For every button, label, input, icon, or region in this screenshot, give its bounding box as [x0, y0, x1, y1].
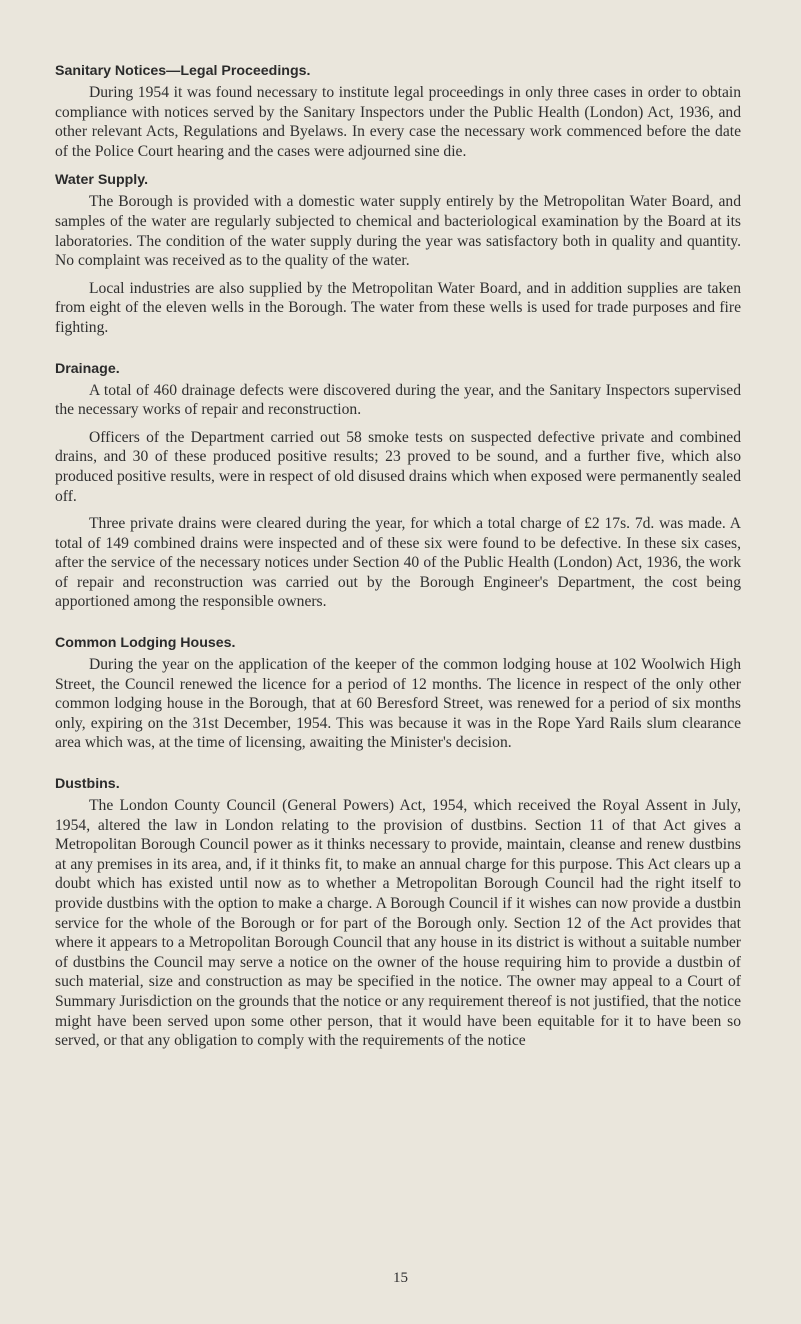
paragraph: Local industries are also supplied by the Metropolitan Water Board, and in addition supplies are taken from eight of the eleven wells in the Borough. The water from these wells is used for trade purposes and fire fighting.: [55, 279, 741, 336]
paragraph: A total of 460 drainage defects were discovered during the year, and the Sanitary Inspectors supervised the necessary works of repair and reconstruction.: [55, 381, 741, 419]
section-drainage: [55, 360, 741, 613]
section-heading: Sanitary Notices—Legal Proceedings.: [55, 63, 311, 79]
section-heading: Water Supply.: [55, 172, 149, 189]
paragraph: Officers of the Department carried out 58 smoke tests on suspected defective private and combined drains, and 30 of these produced positive results; 23 proved to be sound, and a further five, which also produced positive results, were in respect of old disused drains which when exposed were permanently sealed off.: [55, 428, 741, 505]
paragraph: During 1954 it was found necessary to institute legal proceedings in only three cases in order to obtain compliance with notices served by the Sanitary Inspectors under the Public Health (London) Act, 1936, and other relevant Acts, Regulations and Byelaws. In every case the necessary work commenced before the date of the Police Court hearing and the cases were adjourned sine die.: [55, 84, 741, 160]
section-heading: Common Lodging Houses.: [55, 635, 236, 652]
section-common-lodging-houses: [55, 634, 741, 753]
paragraph: Three private drains were cleared during the year, for which a total charge of £2 17s. 7d. was made. A total of 149 combined drains were inspected and of these six were found to be defective. In these six cases, after the service of the necessary notices under Section 40 of the Public Health (London) Act, 1936, the work of repair and reconstruction was carried out by the Borough Engineer's Department, the cost being apportioned among the responsible owners.: [55, 515, 741, 611]
paragraph: The Borough is provided with a domestic water supply entirely by the Metropolitan Water Board, and samples of the water are regularly subjected to chemical and bacteriological examination by the Board at its laboratories. The condition of the water supply during the year was satisfactory both in quality and quantity. No complaint was received as to the quality of the water.: [55, 193, 741, 270]
section-dustbins: [55, 775, 741, 1051]
paragraph: During the year on the application of the keeper of the common lodging house at 102 Woolwich High Street, the Council renewed the licence for a period of 12 months. The licence in respect of the only other common lodging house in the Borough, that at 60 Beresford Street, was renewed for a period of six months only, expiring on the 31st December, 1954. This was because it was in the Rope Yard Rails slum clearance area which was, at the time of licensing, awaiting the Minister's decision.: [55, 656, 741, 752]
section-heading: Dustbins.: [55, 776, 120, 793]
section-sanitary-notices: [55, 62, 741, 161]
section-water-supply: [55, 171, 741, 337]
paragraph: The London County Council (General Powers) Act, 1954, which received the Royal Assent in July, 1954, altered the law in London relating to the provision of dustbins. Section 11 of that Act gives a Metropolitan Borough Council power as it thinks necessary to provide, maintain, cleanse and renew dustbins at any premises in its area, and, if it thinks fit, to make an annual charge for this purpose. This Act clears up a doubt which has existed until now as to whether a Metropolitan Borough Council had the right itself to provide dustbins with the option to make a charge. A Borough Council if it wishes can now provide a dustbin service for the whole of the Borough or for part of the Borough only. Section 12 of the Act provides that where it appears to a Metropolitan Borough Council that any house in its district is without a suitable number of dustbins the Council may serve a notice on the owner of the house requiring him to provide a dustbin of such material, size and construction as may be specified in the notice. The owner may appeal to a Court of Summary Jurisdiction on the grounds that the notice or any requirement thereof is not justified, that the notice might have been served upon some other person, that it would have been equitable for it to have been so served, or that any obligation to comply with the requirements of the notice: [55, 797, 741, 1050]
section-heading: Drainage.: [55, 360, 120, 377]
page-number: 15: [393, 1270, 408, 1286]
